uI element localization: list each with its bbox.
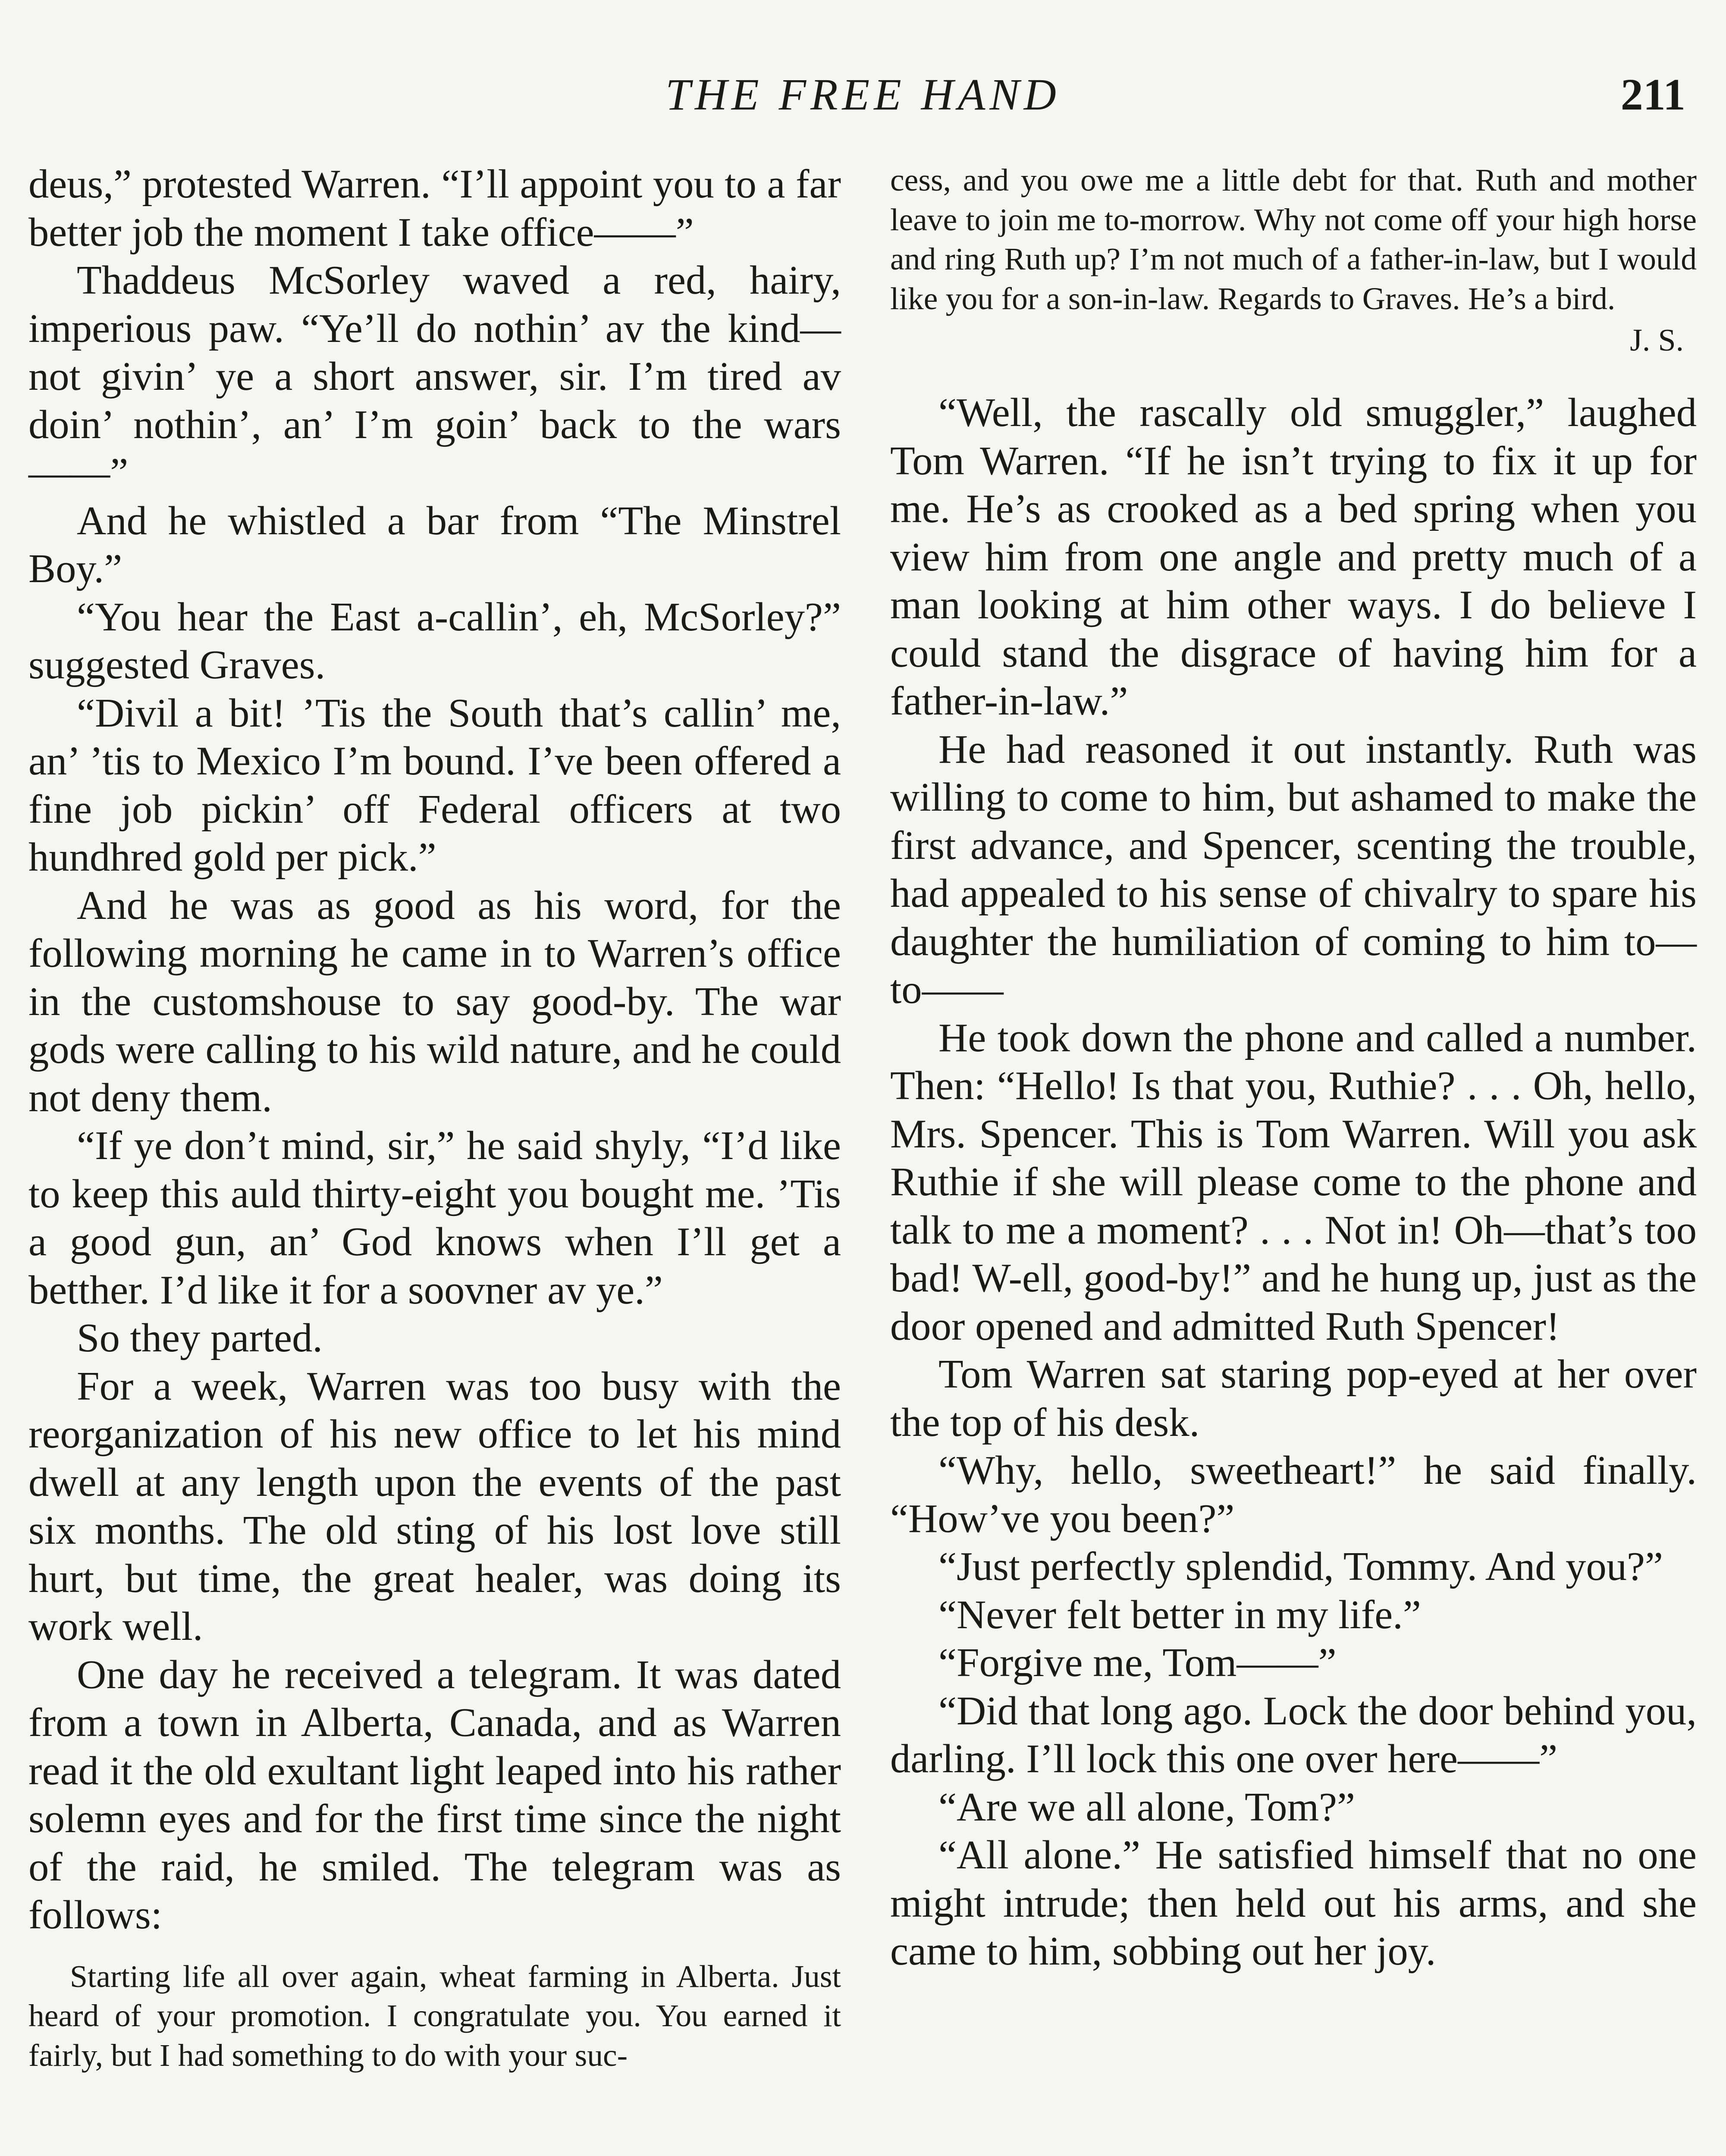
paragraph: Tom Warren sat staring pop-eyed at her over the top of his desk.: [890, 1352, 1697, 1445]
paragraph: deus,” protested Warren. “I’ll appoint you to a far better job the moment I take office——”: [28, 162, 841, 255]
paragraph: So they parted.: [77, 1316, 323, 1360]
paragraph: “You hear the East a-callin’, eh, McSorley?” suggested Graves.: [28, 594, 841, 687]
paragraph: “Well, the rascally old smuggler,” laughed Tom Warren. “If he isn’t trying to fix it up for me. He’s as crooked as a bed spring when you view him from one angle and pretty much of a man looking at him other ways. I do believe I could stand the disgrace of having him for a father-in-law.”: [890, 390, 1697, 724]
right-column: [890, 160, 1697, 1976]
paragraph: “All alone.” He satisfied himself that no one might intrude; then held out his arms, and she came to him, sobbing out her joy.: [890, 1833, 1697, 1974]
paragraph: “Never felt better in my life.”: [938, 1592, 1421, 1637]
paragraph: “Are we all alone, Tom?”: [938, 1784, 1356, 1830]
telegram-text: cess, and you owe me a little debt for that. Ruth and mother leave to join me to-morrow. Why not come off your high horse and ring Ruth up? I’m not much of a father-in-law, but I would like you for a son-in-law. Regards to Graves. He’s a bird.: [890, 162, 1697, 316]
paragraph: “If ye don’t mind, sir,” he said shyly, “I’d like to keep this auld thirty-eight you bought me. ’Tis a good gun, an’ God knows when I’ll get a betther. I’d like it for a soovner av ye.”: [28, 1123, 841, 1313]
paragraph: He had reasoned it out instantly. Ruth was willing to come to him, but ashamed to make the first advance, and Spencer, scenting the trouble, had appealed to his sense of chivalry to spare his daughter the humiliation of coming to him to—to——: [890, 727, 1697, 1012]
telegram-text: Starting life all over again, wheat farming in Alberta. Just heard of your promotion. I congratulate you. You earned it fairly, but I had something to do with your suc-: [28, 1958, 841, 2073]
paragraph: He took down the phone and called a number. Then: “Hello! Is that you, Ruthie? . . . Oh, hello, Mrs. Spencer. This is Tom Warren. Will you ask Ruthie if she will please come to the phone and talk to me a moment? . . . Not in! Oh—that’s too bad! W-ell, good-by!” and he hung up, just as the door opened and admitted Ruth Spencer!: [890, 1015, 1697, 1349]
running-header: [0, 65, 1726, 125]
paragraph: Thaddeus McSorley waved a red, hairy, imperious paw. “Ye’ll do nothin’ av the kind—not givin’ ye a short answer, sir. I’m tired av doin’ nothin’, an’ I’m goin’ back to the wars——”: [28, 258, 841, 495]
section-gap: [890, 361, 1697, 389]
paragraph: “Divil a bit! ’Tis the South that’s callin’ me, an’ ’tis to Mexico I’m bound. I’ve been offered a fine job pickin’ off Federal officers at two hundhred gold per pick.”: [28, 690, 841, 880]
paragraph: “Did that long ago. Lock the door behind you, darling. I’ll lock this one over here——”: [890, 1688, 1697, 1781]
paragraph: “Forgive me, Tom——”: [938, 1640, 1337, 1685]
paragraph: And he whistled a bar from “The Minstrel Boy.”: [28, 498, 841, 591]
running-title: THE FREE HAND: [665, 70, 1061, 119]
paragraph: One day he received a telegram. It was dated from a town in Alberta, Canada, and as Warren read it the old exultant light leaped into his rather solemn eyes and for the first time since the night of the raid, he smiled. The telegram was as follows:: [28, 1652, 841, 1937]
telegram-signature: J. S.: [1630, 322, 1684, 357]
paragraph: “Why, hello, sweetheart!” he said finally. “How’ve you been?”: [890, 1448, 1697, 1541]
paragraph: And he was as good as his word, for the following morning he came in to Warren’s office in the customshouse to say good-by. The war gods were calling to his wild nature, and he could not deny them.: [28, 883, 841, 1120]
left-column: [28, 160, 841, 2075]
page-number: 211: [1620, 70, 1685, 119]
paragraph: For a week, Warren was too busy with the reorganization of his new office to let his mind dwell at any length upon the events of the past six months. The old sting of his lost love still hurt, but time, the great healer, was doing its work well.: [28, 1363, 841, 1649]
paragraph: “Just perfectly splendid, Tommy. And you?”: [938, 1544, 1663, 1589]
